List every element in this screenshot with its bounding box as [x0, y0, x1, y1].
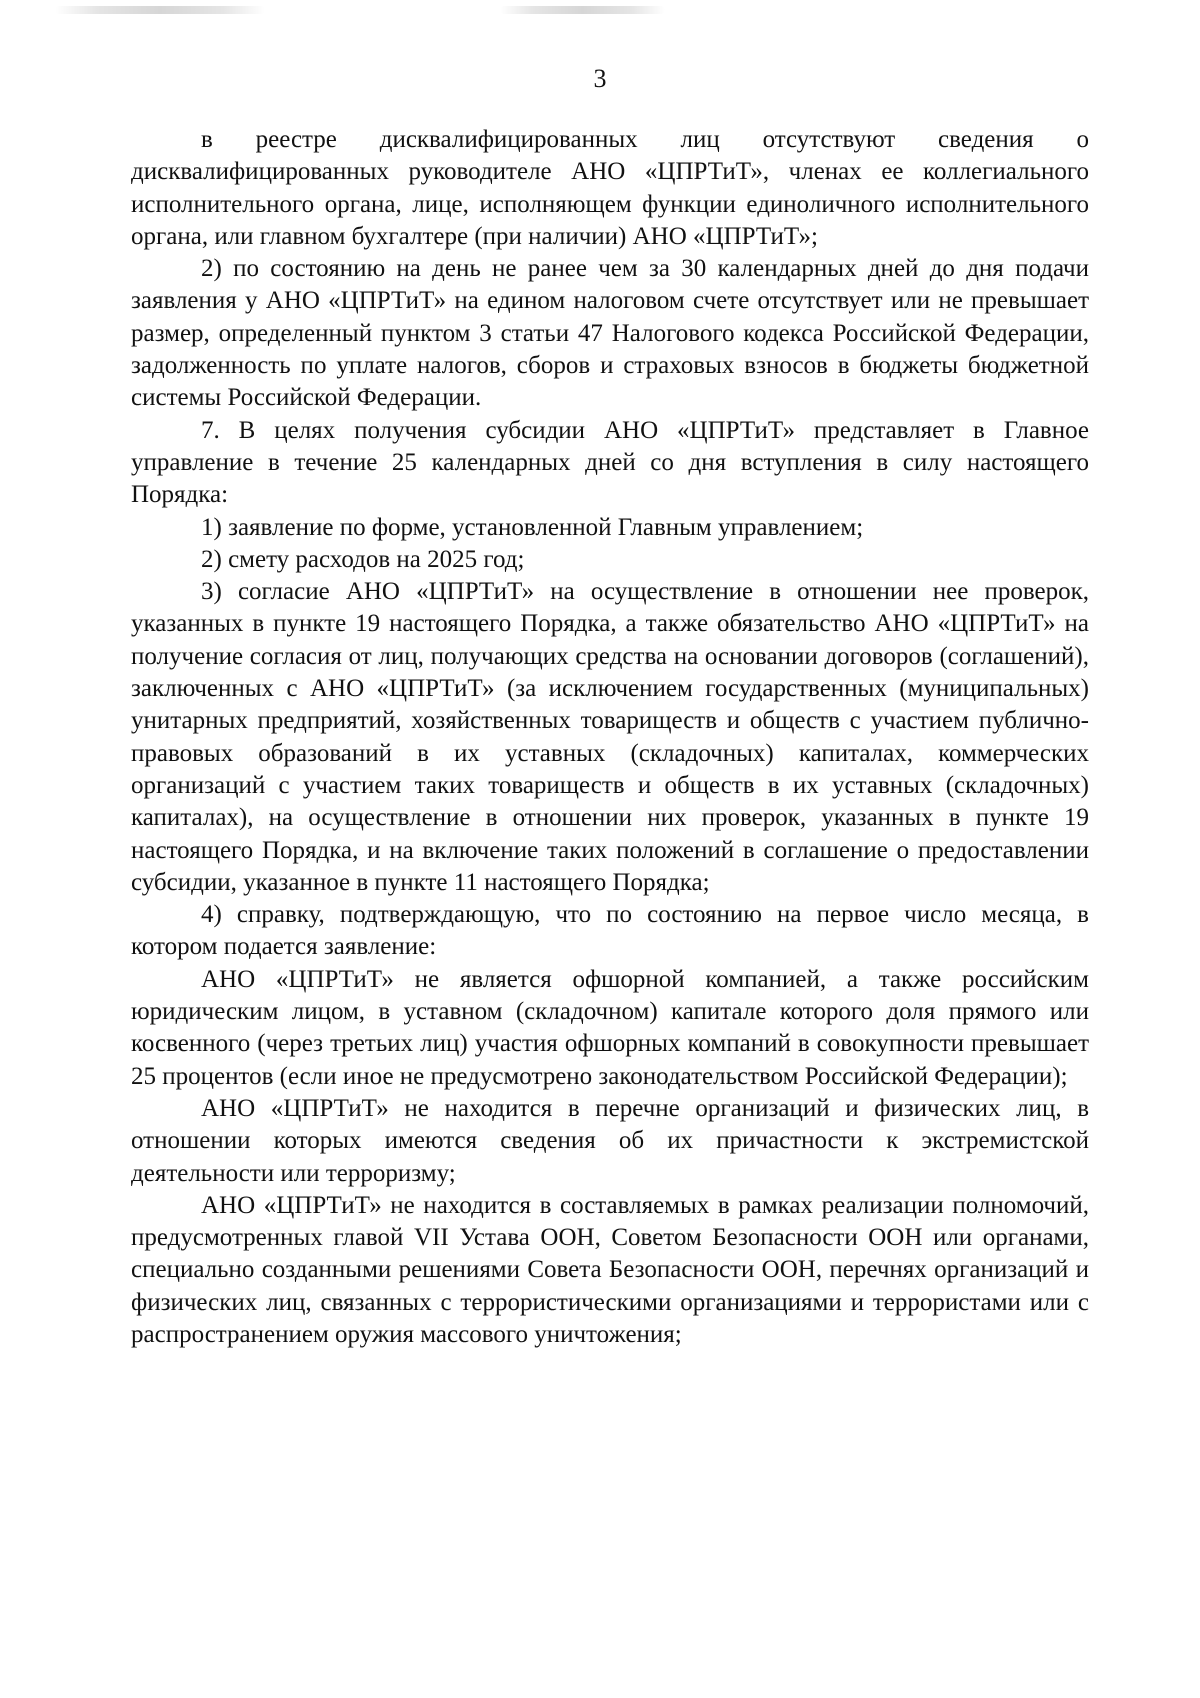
- paragraph: 7. В целях получения субсидии АНО «ЦПРТиТ» представляет в Главное управление в течение 25 календарных дней со дня вступления в силу настоящего Порядка:: [131, 416, 1089, 509]
- paragraph: АНО «ЦПРТиТ» не находится в составляемых в рамках реализации полномочий, предусмотренных главой VII Устава ООН, Советом Безопасности ООН или органами, специально созданными решениями Совета Безопасности ООН, перечнях организаций и физических лиц, связанных с террористическими организациями и террористами или с распространением оружия массового уничтожения;: [131, 1191, 1089, 1348]
- paragraph: АНО «ЦПРТиТ» не находится в перечне организаций и физических лиц, в отношении которых имеются сведения об их причастности к экстремистской деятельности или терроризму;: [131, 1094, 1089, 1187]
- paragraph: 3) согласие АНО «ЦПРТиТ» на осуществление в отношении нее проверок, указанных в пункте 19 настоящего Порядка, а также обязательство АНО «ЦПРТиТ» на получение согласия от лиц, получающих средства на основании договоров (соглашений), заключенных с АНО «ЦПРТиТ» (за исключением государственных (муниципальных) унитарных предприятий, хозяйственных товариществ и обществ с участием публично-правовых образований в их уставных (складочных) капиталах, коммерческих организаций с участием таких товариществ и обществ в их уставных (складочных) капиталах), на осуществление в отношении них проверок, указанных в пункте 19 настоящего Порядка, и на включение таких положений в соглашение о предоставлении субсидии, указанное в пункте 11 настоящего Порядка;: [131, 578, 1089, 896]
- paragraph: 4) справку, подтверждающую, что по состоянию на первое число месяца, в котором подается заявление:: [131, 901, 1089, 961]
- paragraph: 2) смету расходов на 2025 год;: [201, 545, 525, 573]
- paragraph: в реестре дисквалифицированных лиц отсутствуют сведения о дисквалифицированных руководителе АНО «ЦПРТиТ», членах ее коллегиального исполнительного органа, лице, исполняющем функции единоличного исполнительного органа, или главном бухгалтере (при наличии) АНО «ЦПРТиТ»;: [131, 126, 1089, 250]
- paragraph: АНО «ЦПРТиТ» не является офшорной компанией, а также российским юридическим лицом, в уставном (складочном) капитале которого доля прямого или косвенного (через третьих лиц) участия офшорных компаний в совокупности превышает 25 процентов (если иное не предусмотрено законодательством Российской Федерации);: [131, 965, 1089, 1090]
- paragraph: 2) по состоянию на день не ранее чем за 30 календарных дней до дня подачи заявления у АНО «ЦПРТиТ» на едином налоговом счете отсутствует или не превышает размер, определенный пунктом 3 статьи 47 Налогового кодекса Российской Федерации, задолженность по уплате налогов, сборов и страховых взносов в бюджеты бюджетной системы Российской Федерации.: [131, 255, 1089, 412]
- paragraph: 1) заявление по форме, установленной Главным управлением;: [201, 513, 864, 541]
- page-number: 3: [593, 64, 607, 93]
- document-body: [131, 124, 1089, 1351]
- scan-artifact: [500, 6, 665, 14]
- scan-artifact: [55, 6, 265, 14]
